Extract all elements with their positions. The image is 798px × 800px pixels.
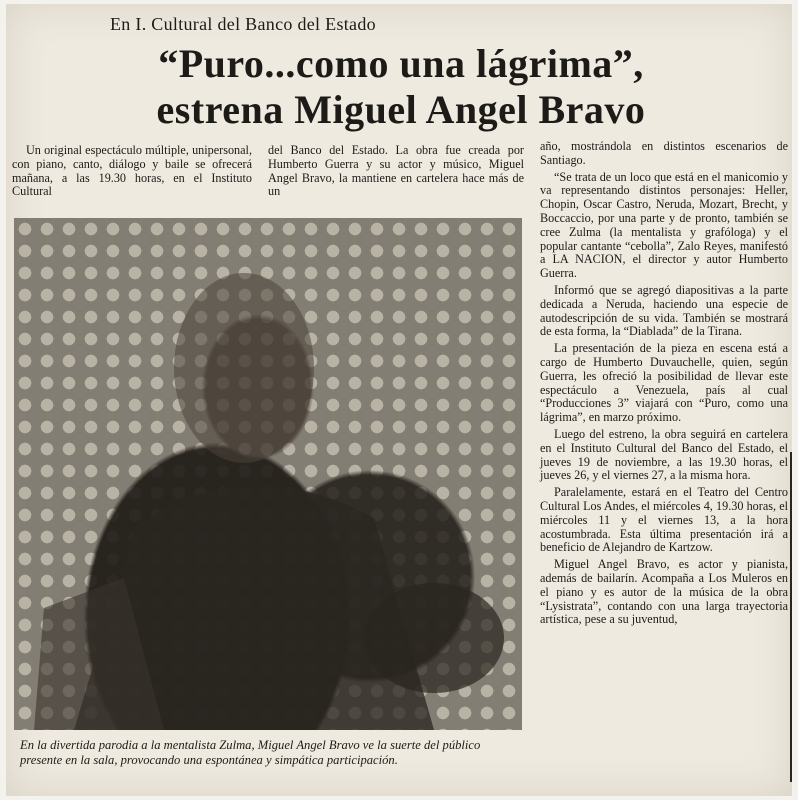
column-3-p6: Paralelamente, estará en el Teatro del Centro Cultural Los Andes, el miércoles 4, 19.30 horas, el miércoles 11 y el viernes 13, a la hora acostumbrada. Esta última presentación irá a beneficio de Alejandro de Kartzow.	[540, 485, 788, 555]
column-3-p4: La presentación de la pieza en escena está a cargo de Humberto Duvauchelle, quien, según Guerra, les ofreció la posibilidad de llevar este espectáculo a Venezuela, país al cual “Producciones 3” viajará con “Puro, como una lágrima”, en marzo próximo.	[540, 341, 788, 425]
column-3-p5: Luego del estreno, la obra seguirá en cartelera en el Instituto Cultural del Banco del Estado, el jueves 19 de noviembre, a las 19.30 horas, el jueves 26, y el viernes 27, a la misma hora.	[540, 426, 788, 483]
column-rule	[790, 452, 792, 782]
headline-line-1: “Puro...como una lágrima”,	[158, 41, 644, 86]
column-3	[540, 140, 788, 630]
photo-figure	[14, 218, 522, 730]
column-3-p3: Informó que se agregó diapositivas a la parte dedicada a Neruda, haciendo una especie de autodescripción de su vida. También se mostrará de esta forma, la “Diablada” de la Tirana.	[540, 282, 788, 339]
article-kicker: En I. Cultural del Banco del Estado	[110, 14, 376, 34]
photo-caption: En la divertida parodia a la mentalista Zulma, Miguel Angel Bravo ve la suerte del público presente en la sala, provocando una espontánea y simpática participación.	[20, 738, 481, 767]
newspaper-clipping	[6, 4, 792, 796]
column-3-p7: Miguel Angel Bravo, es actor y pianista, además de bailarín. Acompaña a Los Muleros en el piano y es autor de la música de la obra “Lysistrata”, contando con una larga trayectoria artística, pese a su juventud,	[540, 557, 788, 627]
column-3-p2: “Se trata de un loco que está en el manicomio y va representando distintos personajes: Heller, Chopin, Oscar Castro, Neruda, Mozart, Brecht, y Boccaccio, por una parte y de pronto, también se cree Zulma (la mentalista y grafóloga) y el popular cantante “cebolla”, Zalo Reyes, manifestó a LA NACION, el director y autor Humberto Guerra.	[540, 169, 788, 281]
column-1	[12, 144, 252, 202]
headline-line-2: estrena Miguel Angel Bravo	[156, 87, 646, 132]
halftone-photo	[14, 218, 522, 730]
column-2-text: del Banco del Estado. La obra fue creada por Humberto Guerra y su actor y músico, Miguel Angel Bravo, la mantiene en cartelera hace más de un	[268, 143, 524, 199]
column-3-p1: año, mostrándola en distintos escenarios de Santiago.	[540, 139, 788, 167]
column-1-text: Un original espectáculo múltiple, unipersonal, con piano, canto, diálogo y baile se ofrecerá mañana, a las 19.30 horas, en el Instituto Cultural	[12, 143, 252, 199]
column-2	[268, 144, 524, 202]
